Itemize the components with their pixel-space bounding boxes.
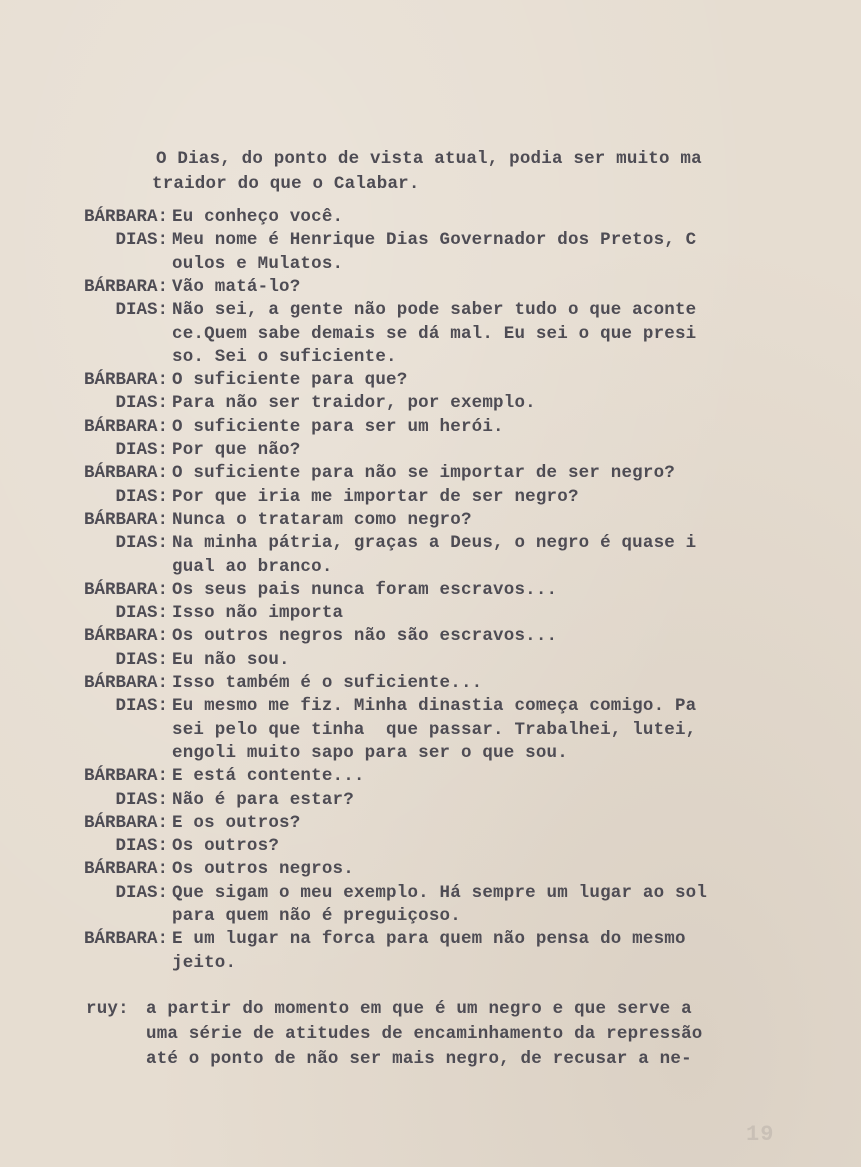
ruy-line: uma série de atitudes de encaminhamento da repressão [146, 1023, 703, 1044]
speaker-name: BÁRBARA: [83, 859, 168, 880]
dialogue-line: O suficiente para não se importar de ser negro? [172, 463, 675, 484]
dialogue-line: Isso não importa [172, 603, 344, 624]
speaker-name: BÁRBARA: [83, 509, 168, 530]
speaker-name: DIAS: [115, 486, 168, 507]
dialogue-line: so. Sei o suficiente. [172, 346, 397, 367]
dialogue-line: O suficiente para ser um herói. [172, 416, 504, 437]
dialogue-line: E está contente... [172, 766, 365, 787]
dialogue-line: Por que não? [172, 440, 301, 460]
dialogue-line: Não é para estar? [172, 789, 354, 810]
speaker-name: DIAS: [115, 533, 168, 554]
speaker-name: DIAS: [115, 300, 168, 321]
dialogue-line: engoli muito sapo para ser o que sou. [172, 742, 568, 763]
speaker-name: DIAS: [115, 836, 168, 857]
ruy-line: a partir do momento em que é um negro e que serve a [146, 998, 692, 1019]
speaker-name: BÁRBARA: [83, 929, 168, 950]
intro-line: O Dias, do ponto de vista atual, podia ser muito ma [156, 149, 702, 169]
dialogue-line: Nunca o trataram como negro? [172, 509, 472, 530]
dialogue-line: Eu conheço você. [172, 207, 344, 227]
speaker-name: DIAS: [115, 882, 168, 903]
intro-line: traidor do que o Calabar. [152, 174, 420, 194]
speaker-name: DIAS: [115, 789, 168, 810]
dialogue-line: oulos e Mulatos. [172, 253, 344, 274]
dialogue-line: sei pelo que tinha que passar. Trabalhei, lutei, [172, 719, 697, 740]
dialogue-line: E os outros? [172, 812, 301, 833]
speaker-name: BÁRBARA: [83, 207, 168, 227]
dialogue-line: Por que iria me importar de ser negro? [172, 486, 579, 507]
dialogue-line: ce.Quem sabe demais se dá mal. Eu sei o que presi [172, 323, 697, 344]
speaker-name: BÁRBARA: [83, 276, 168, 297]
dialogue-line: Os outros? [172, 836, 280, 857]
dialogue-line: Na minha pátria, graças a Deus, o negro é quase i [172, 533, 697, 554]
speaker-name: BÁRBARA: [83, 370, 168, 391]
ruy-line: até o ponto de não ser mais negro, de recusar a ne- [146, 1048, 692, 1069]
speaker-name: DIAS: [115, 230, 168, 251]
dialogue-line: Meu nome é Henrique Dias Governador dos Pretos, C [172, 230, 697, 251]
speaker-name: DIAS: [115, 603, 168, 624]
dialogue-line: Eu não sou. [172, 649, 290, 670]
dialogue-line: Eu mesmo me fiz. Minha dinastia começa comigo. Pa [172, 696, 697, 717]
dialogue-line: Os seus pais nunca foram escravos... [172, 579, 558, 600]
speaker-name: BÁRBARA: [83, 626, 168, 647]
dialogue-line: Isso também é o suficiente... [172, 673, 483, 693]
speaker-name: BÁRBARA: [83, 416, 168, 437]
dialogue-line: Vão matá-lo? [172, 276, 301, 297]
speaker-name: BÁRBARA: [83, 673, 168, 693]
ruy-speaker: ruy: [86, 998, 129, 1019]
speaker-name: DIAS: [115, 440, 168, 460]
dialogue-line: gual ao branco. [172, 556, 333, 577]
speaker-name: BÁRBARA: [83, 463, 168, 484]
speaker-name: BÁRBARA: [83, 812, 168, 833]
page-number: 19 [746, 1122, 775, 1147]
speaker-name: DIAS: [115, 649, 168, 670]
dialogue-line: Para não ser traidor, por exemplo. [172, 393, 536, 414]
dialogue-line: E um lugar na forca para quem não pensa do mesmo [172, 929, 686, 950]
dialogue-line: jeito. [172, 952, 237, 973]
dialogue-line: Não sei, a gente não pode saber tudo o que aconte [172, 300, 697, 321]
dialogue-line: Os outros negros não são escravos... [172, 626, 558, 647]
speaker-name: DIAS: [115, 393, 168, 414]
dialogue-line: O suficiente para que? [172, 370, 408, 391]
dialogue-line: Que sigam o meu exemplo. Há sempre um lugar ao sol [172, 882, 708, 903]
speaker-name: BÁRBARA: [83, 579, 168, 600]
speaker-name: BÁRBARA: [83, 766, 168, 787]
dialogue-line: Os outros negros. [172, 859, 354, 880]
dialogue-line: para quem não é preguiçoso. [172, 906, 461, 926]
speaker-name: DIAS: [115, 696, 168, 717]
